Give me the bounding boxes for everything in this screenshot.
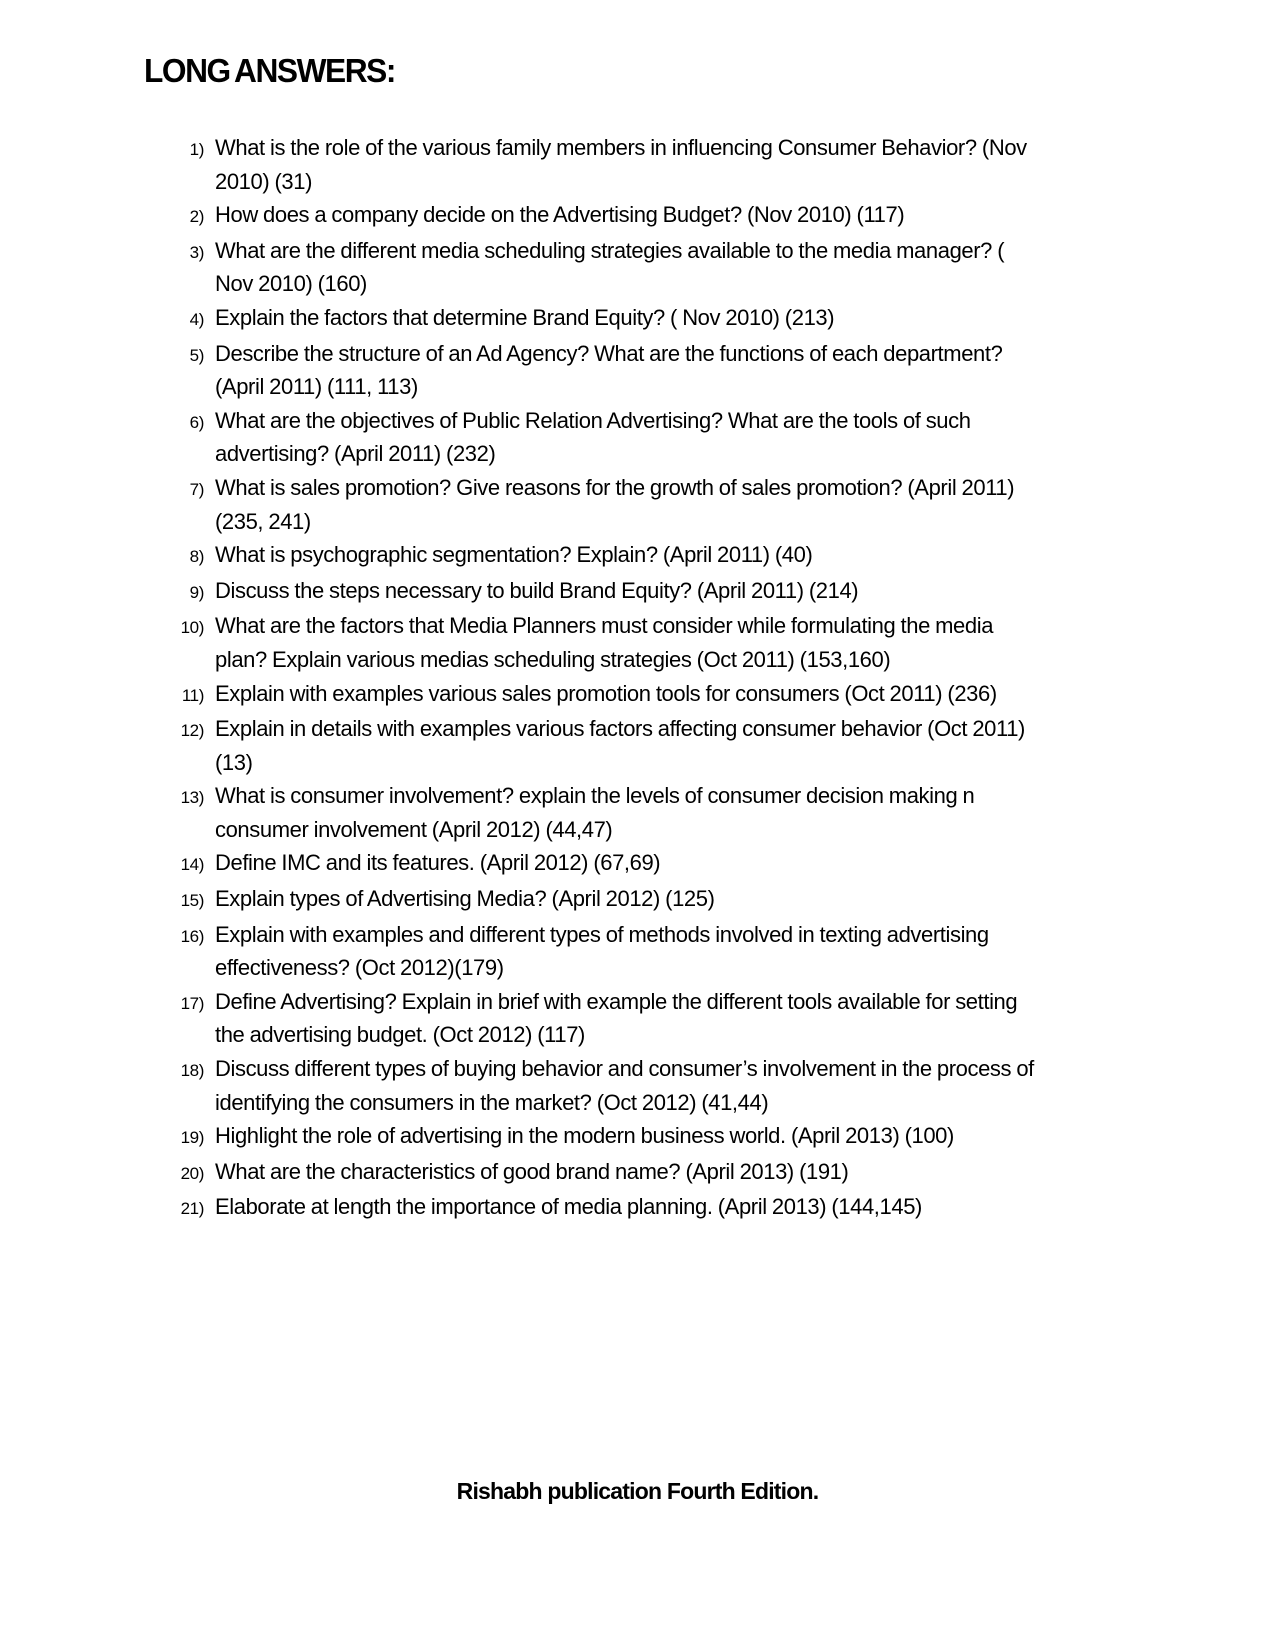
list-item-text: What are the objectives of Public Relation Advertising? What are the tools of such advertising? (April 2011) (232) [215, 407, 971, 467]
footer-publication-note: Rishabh publication Fourth Edition. [456, 1478, 819, 1504]
list-item [152, 1155, 1062, 1191]
list-item-number: 5) [189, 345, 204, 365]
list-item-text: Discuss different types of buying behavior and consumer’s involvement in the process of identifying the consumers in the market? (Oct 2012) (41,44) [215, 1056, 1034, 1115]
list-item [152, 712, 1062, 779]
list-item [152, 846, 1062, 882]
list-item [152, 301, 1062, 337]
list-item [152, 404, 1062, 471]
list-item-number: 10) [180, 618, 204, 638]
list-item-text: What are the different media scheduling strategies available to the media manager? ( Nov 2010) (160) [215, 237, 1005, 297]
list-item-number: 12) [180, 721, 204, 741]
list-item-text: What are the characteristics of good brand name? (April 2013) (191) [215, 1158, 849, 1184]
list-item [152, 985, 1062, 1052]
list-item-text: Define Advertising? Explain in brief with example the different tools available for setting the advertising budget. (Oct 2012) (117) [215, 988, 1018, 1048]
list-item-text: Explain in details with examples various factors affecting consumer behavior (Oct 2011) (13) [215, 716, 1025, 775]
list-item-text: What is psychographic segmentation? Explain? (April 2011) (40) [215, 542, 813, 568]
list-item-text: How does a company decide on the Advertising Budget? (Nov 2010) (117) [215, 202, 905, 228]
list-item [152, 1119, 1062, 1155]
list-item-text: What is sales promotion? Give reasons for the growth of sales promotion? (April 2011) (235, 241) [215, 474, 1015, 534]
question-list [152, 131, 1062, 1226]
list-item-text: What is consumer involvement? explain the levels of consumer decision making n consumer involvement (April 2012) (44,47) [215, 783, 975, 842]
list-item-number: 17) [180, 993, 204, 1013]
list-item [152, 234, 1062, 301]
list-item [152, 131, 1062, 198]
list-item-number: 9) [189, 582, 204, 602]
list-item-number: 16) [180, 926, 204, 946]
list-item-number: 7) [189, 479, 204, 499]
list-item-number: 15) [180, 891, 204, 911]
list-item-text: Explain the factors that determine Brand Equity? ( Nov 2010) (213) [215, 304, 835, 330]
list-item-text: Define IMC and its features. (April 2012) (67,69) [215, 850, 661, 876]
list-item-number: 2) [189, 207, 204, 227]
list-item [152, 574, 1062, 610]
list-item-number: 19) [180, 1128, 204, 1148]
list-item [152, 471, 1062, 538]
list-item-number: 13) [180, 788, 204, 808]
page-title: LONG ANSWERS: [144, 52, 395, 89]
list-item-text: Describe the structure of an Ad Agency? What are the functions of each department? (April 2011) (111, 113) [215, 340, 1003, 400]
list-item-text: Discuss the steps necessary to build Brand Equity? (April 2011) (214) [215, 577, 859, 603]
list-item [152, 609, 1062, 676]
list-item [152, 1052, 1062, 1119]
list-item [152, 882, 1062, 918]
list-item-text: Explain types of Advertising Media? (April 2012) (125) [215, 886, 715, 912]
list-item-number: 20) [180, 1163, 204, 1183]
list-item-number: 14) [180, 855, 204, 875]
list-item [152, 198, 1062, 234]
list-item-number: 3) [189, 242, 204, 262]
list-item-text: Explain with examples and different types of methods involved in texting advertising effectiveness? (Oct 2012)(179) [215, 921, 989, 981]
list-item [152, 538, 1062, 574]
list-item-number: 21) [180, 1199, 204, 1219]
list-item-number: 11) [181, 685, 204, 705]
list-item-text: Elaborate at length the importance of media planning. (April 2013) (144,145) [215, 1194, 922, 1220]
list-item [152, 337, 1062, 404]
list-item-text: Highlight the role of advertising in the modern business world. (April 2013) (100) [215, 1123, 954, 1149]
list-item [152, 918, 1062, 985]
list-item-number: 8) [189, 547, 204, 567]
list-item-text: What is the role of the various family members in influencing Consumer Behavior? (Nov 2010) (31) [215, 135, 1027, 194]
list-item [152, 1190, 1062, 1226]
list-item-number: 6) [189, 412, 204, 432]
list-item [152, 677, 1062, 713]
list-item-text: Explain with examples various sales promotion tools for consumers (Oct 2011) (236) [215, 680, 997, 706]
list-item-number: 4) [189, 309, 204, 329]
list-item-text: What are the factors that Media Planners must consider while formulating the media plan? Explain various medias scheduling strategies (Oct 2011) (153,160) [215, 613, 994, 672]
list-item-number: 18) [180, 1061, 204, 1081]
list-item [152, 779, 1062, 846]
list-item-number: 1) [189, 140, 204, 159]
